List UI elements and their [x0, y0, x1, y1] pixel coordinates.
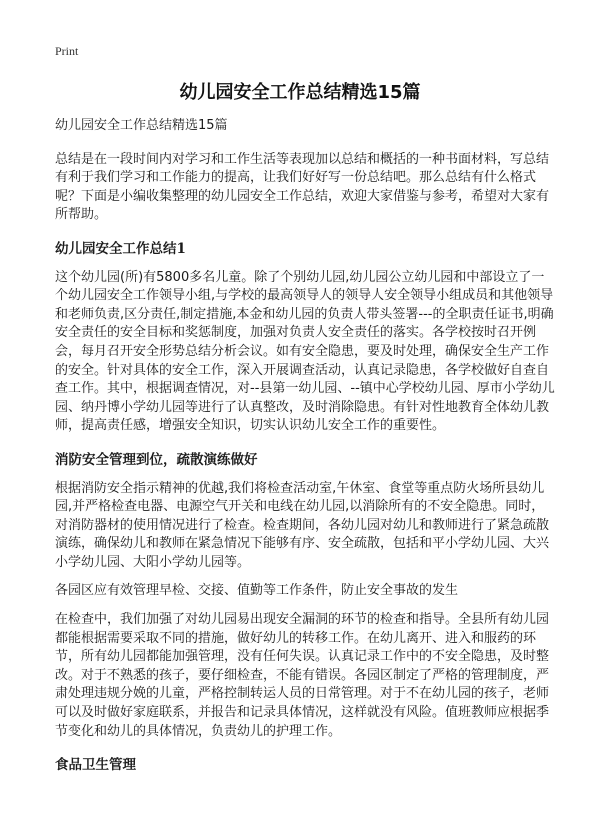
- fire-safety-paragraph: 根据消防安全指示精神的优越,我们将检查活动室,午休室、食堂等重点防火场所县幼儿园,并严格检查电器、电源空气开关和电线在幼儿园,以消除所有的不安全隐患。同时，对消防器材的使用情况进行了检查。检查期间，各幼儿园对幼儿和教师进行了紧急疏散演练，确保幼儿和教师在紧急情况下能够有序、安全疏散，包括和平小学幼儿园、大兴小学幼儿园、大阳小学幼儿园等。: [55, 480, 550, 570]
- management-statement: 各园区应有效管理早检、交接、值勤等工作条件，防止安全事故的发生: [55, 583, 459, 599]
- document-subtitle: 幼儿园安全工作总结精选15篇: [55, 118, 228, 133]
- inspection-paragraph: 在检查中，我们加强了对幼儿园易出现安全漏洞的环节的检查和指导。全县所有幼儿园都能根据需要采取不同的措施，做好幼儿的转移工作。在幼儿离开、进入和服药的环节，所有幼儿园都能加强管理，没有任何失误。认真记录工作中的不安全隐患，及时整改。对于不熟悉的孩子，要仔细检查，不能有错误。各园区制定了严格的管理制度，严肃处理违规分娩的儿童，严格控制转运人员的日常管理。对于不在幼儿园的孩子，老师可以及时做好家庭联系，并报告和记录具体情况，这样就没有风险。值班教师应根据季节变化和幼儿的具体情况，负责幼儿的护理工作。: [55, 612, 550, 739]
- intro-paragraph: 总结是在一段时间内对学习和工作生活等表现加以总结和概括的一种书面材料，写总结有利于我们学习和工作能力的提高，让我们好好写一份总结吧。那么总结有什么格式呢？下面是小编收集整理的幼儿园安全工作总结，欢迎大家借鉴与参考，希望对大家有所帮助。: [55, 151, 550, 223]
- section-heading-fire-safety: 消防安全管理到位，疏散演练做好: [55, 451, 258, 468]
- print-label: Print: [55, 44, 79, 58]
- page-title: 幼儿园安全工作总结精选15篇: [179, 82, 421, 103]
- section-heading-summary-1: 幼儿园安全工作总结1: [55, 240, 186, 257]
- section-1-paragraph: 这个幼儿园(所)有5800多名儿童。除了个别幼儿园,幼儿园公立幼儿园和中部设立了一个幼儿园安全工作领导小组,与学校的最高领导人的领导人安全领导小组成员和其他领导和老师负责,区分责任,制定措施,本金和幼儿园的负责人带头签署---的全职责任证书,明确安全责任的安全目标和奖惩制度，加强对负责人安全责任的落实。各学校按时召开例会，每月召开安全形势总结分析会议。如有安全隐患，要及时处理，确保安全生产工作的安全。针对具体的安全工作，深入开展调查活动，认真记录隐患，各学校做好自查自查工作。其中，根据调查情况，对--县第一幼儿园、--镇中心学校幼儿园、厚市小学幼儿园、纳丹博小学幼儿园等进行了认真整改，及时消除隐患。有针对性地教育全体幼儿教师，提高责任感，增强安全知识，切实认识幼儿安全工作的重要性。: [55, 269, 555, 434]
- document-body: [55, 117, 555, 775]
- section-heading-food-hygiene: 食品卫生管理: [55, 757, 136, 774]
